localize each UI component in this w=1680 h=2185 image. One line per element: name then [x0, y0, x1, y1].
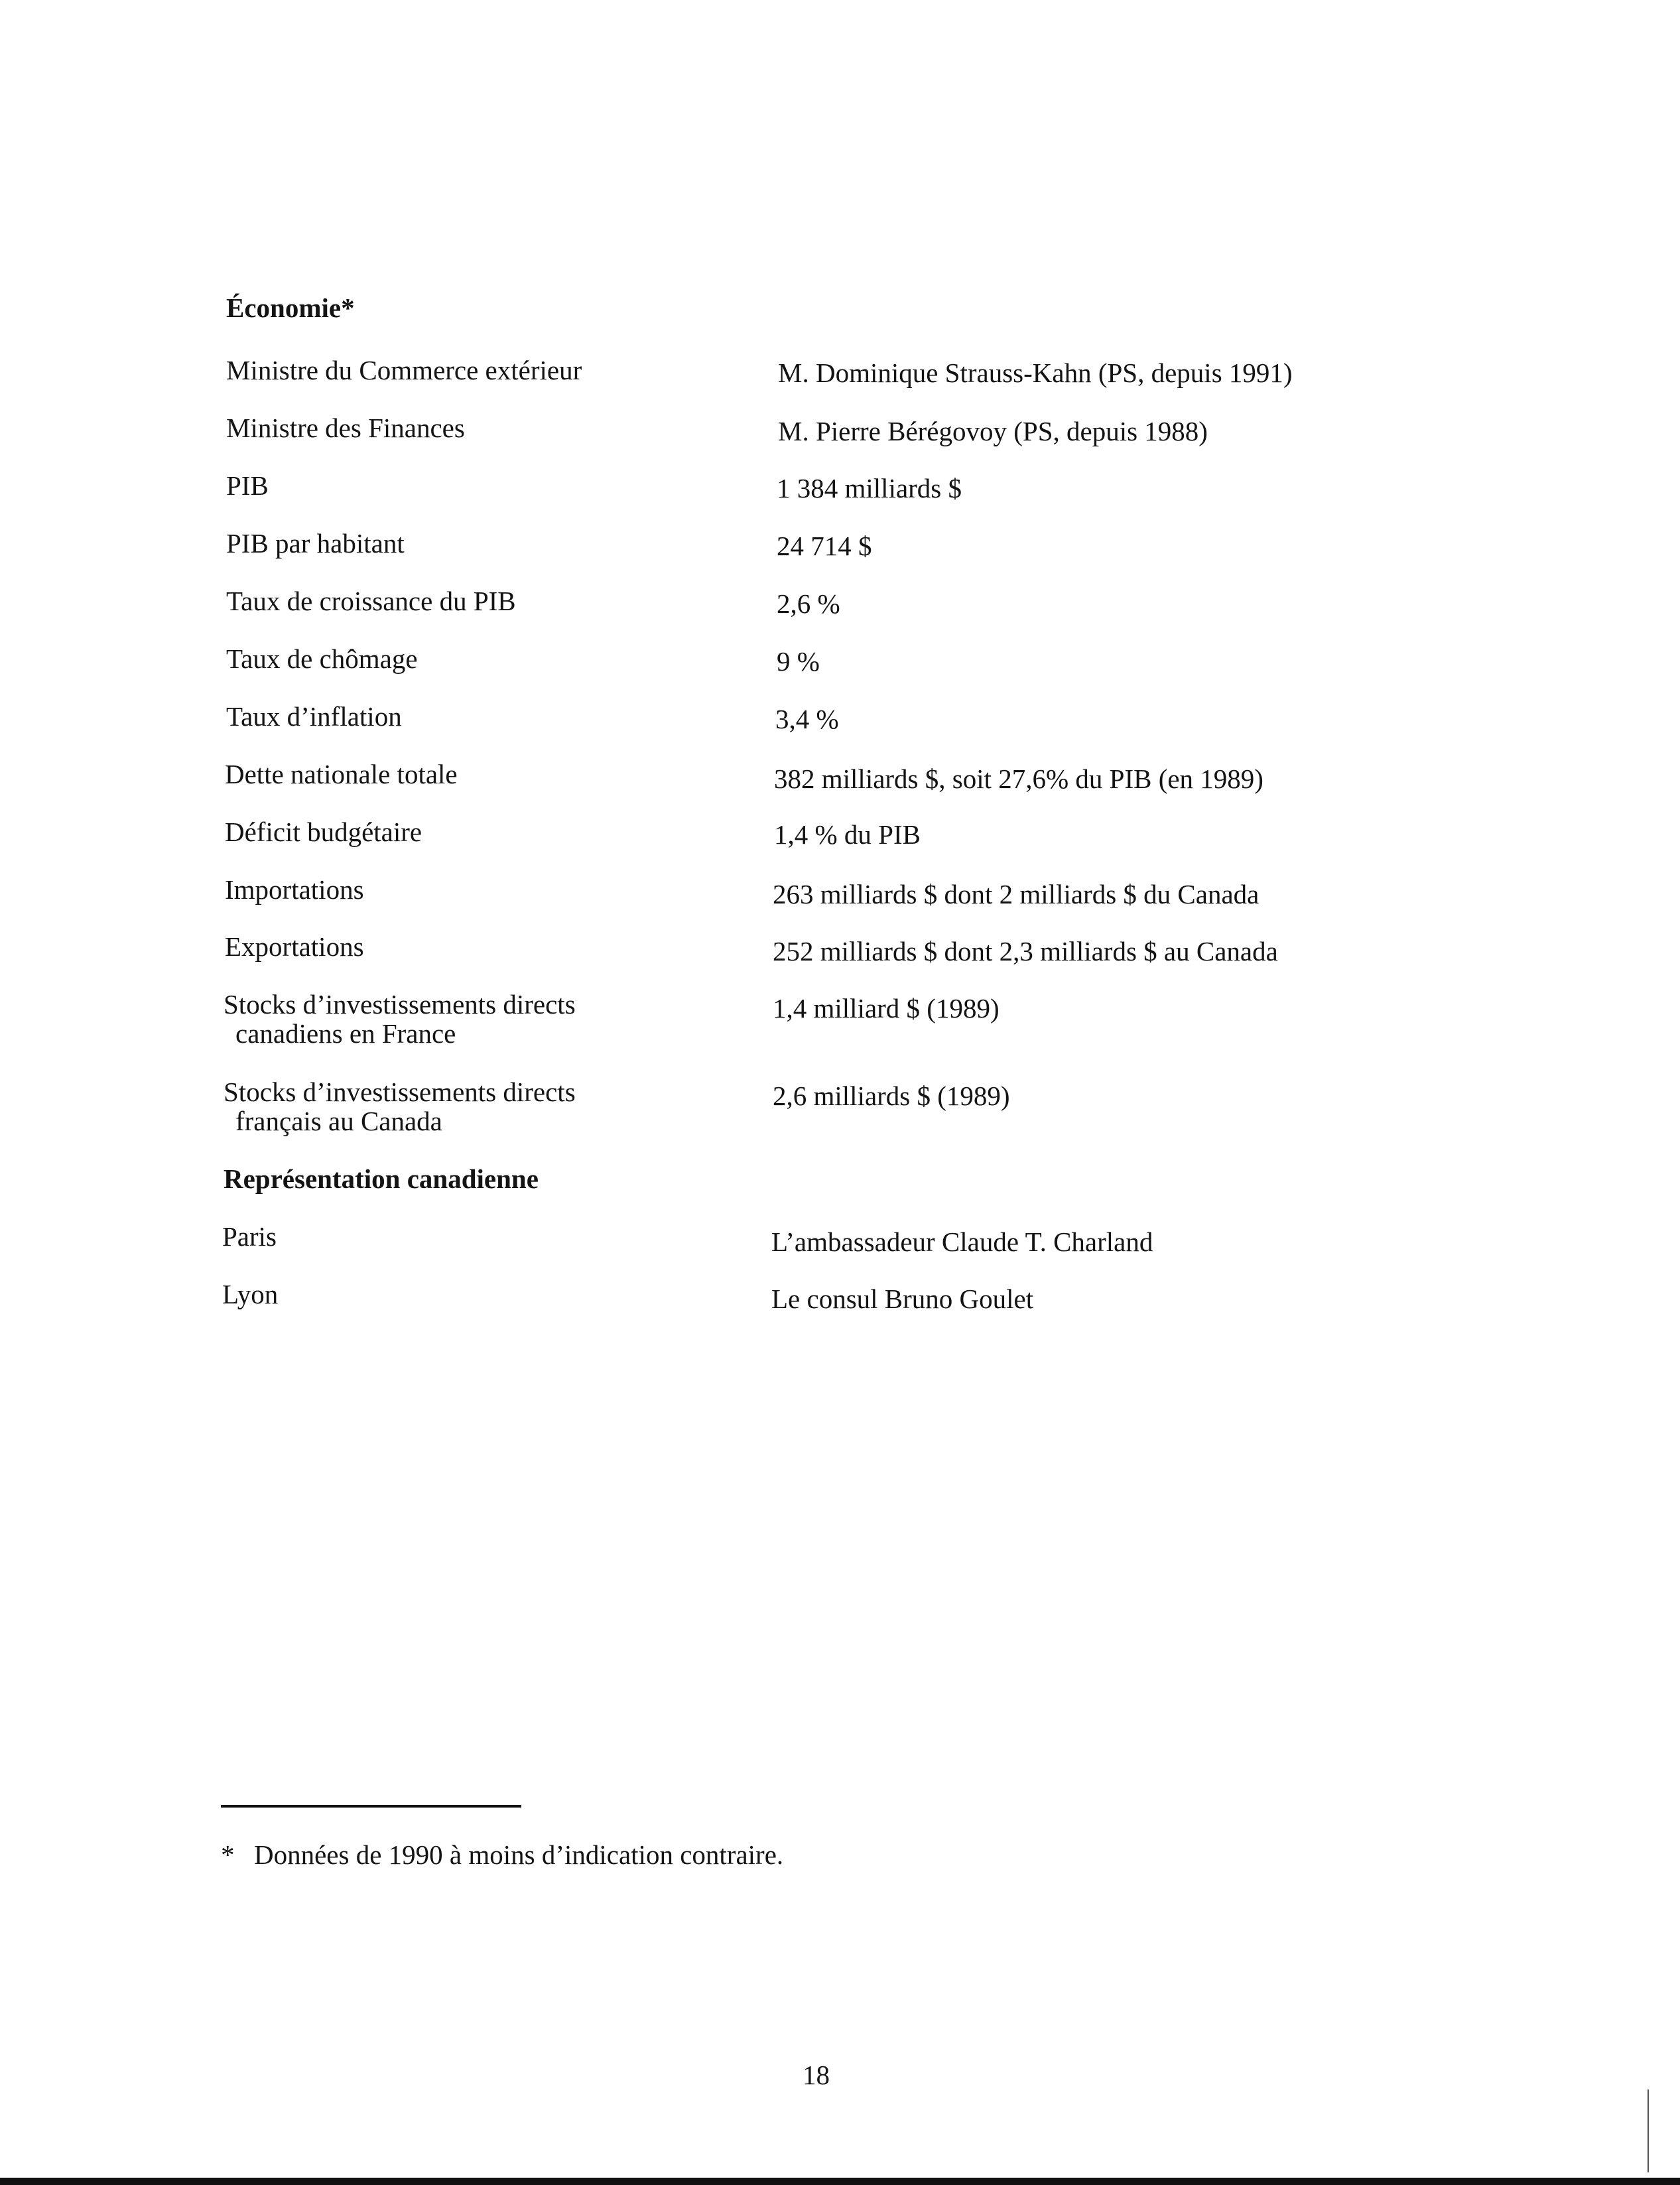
- scan-edge-mark: [1648, 2089, 1649, 2172]
- row-value: 2,6 milliards $ (1989): [773, 1081, 1010, 1111]
- row-label: Importations: [225, 874, 364, 905]
- row-label: Exportations: [225, 931, 364, 962]
- row-label: [224, 990, 576, 1048]
- row-label: Taux d’inflation: [226, 701, 402, 732]
- row-label-line: français au Canada: [235, 1106, 442, 1136]
- row-label: [224, 1077, 576, 1136]
- economy-heading: Économie*: [226, 293, 355, 323]
- representation-heading: Représentation canadienne: [224, 1163, 539, 1194]
- row-value: 2,6 %: [777, 588, 840, 619]
- row-label: PIB: [226, 470, 269, 501]
- row-value: 1,4 milliard $ (1989): [773, 993, 1000, 1024]
- page-number: 18: [803, 2060, 830, 2090]
- row-label: Taux de croissance du PIB: [226, 586, 516, 616]
- row-label: PIB par habitant: [226, 528, 405, 559]
- row-label-line: canadiens en France: [235, 1018, 456, 1049]
- row-value: 1 384 milliards $: [777, 473, 962, 503]
- row-value: M. Dominique Strauss-Kahn (PS, depuis 1991): [778, 358, 1293, 388]
- footnote-marker: *: [221, 1839, 235, 1870]
- row-label-line: Stocks d’investissements directs: [224, 1077, 576, 1107]
- row-value: 3,4 %: [775, 704, 839, 734]
- row-label: Ministre des Finances: [226, 413, 465, 443]
- row-label: Taux de chômage: [226, 643, 418, 674]
- scan-bottom-edge: [0, 2178, 1680, 2185]
- row-value: 1,4 % du PIB: [774, 819, 921, 850]
- row-label: Dette nationale totale: [225, 759, 458, 789]
- row-label: Lyon: [222, 1279, 279, 1309]
- row-value: 382 milliards $, soit 27,6% du PIB (en 1989): [774, 763, 1263, 794]
- row-value: 9 %: [777, 646, 820, 677]
- row-label: Déficit budgétaire: [225, 817, 422, 847]
- row-value: 252 milliards $ dont 2,3 milliards $ au Canada: [773, 936, 1278, 966]
- row-value: M. Pierre Bérégovoy (PS, depuis 1988): [778, 416, 1208, 446]
- row-value: L’ambassadeur Claude T. Charland: [771, 1226, 1153, 1257]
- row-value: Le consul Bruno Goulet: [771, 1284, 1034, 1314]
- row-label: Paris: [222, 1221, 277, 1252]
- row-value: 263 milliards $ dont 2 milliards $ du Canada: [773, 879, 1260, 909]
- row-value: 24 714 $: [777, 531, 872, 561]
- footnote: [221, 1839, 783, 1870]
- footnote-rule: [221, 1805, 521, 1808]
- footnote-text: Données de 1990 à moins d’indication contraire.: [254, 1839, 784, 1870]
- row-label-line: Stocks d’investissements directs: [224, 989, 576, 1020]
- row-label: Ministre du Commerce extérieur: [226, 355, 582, 385]
